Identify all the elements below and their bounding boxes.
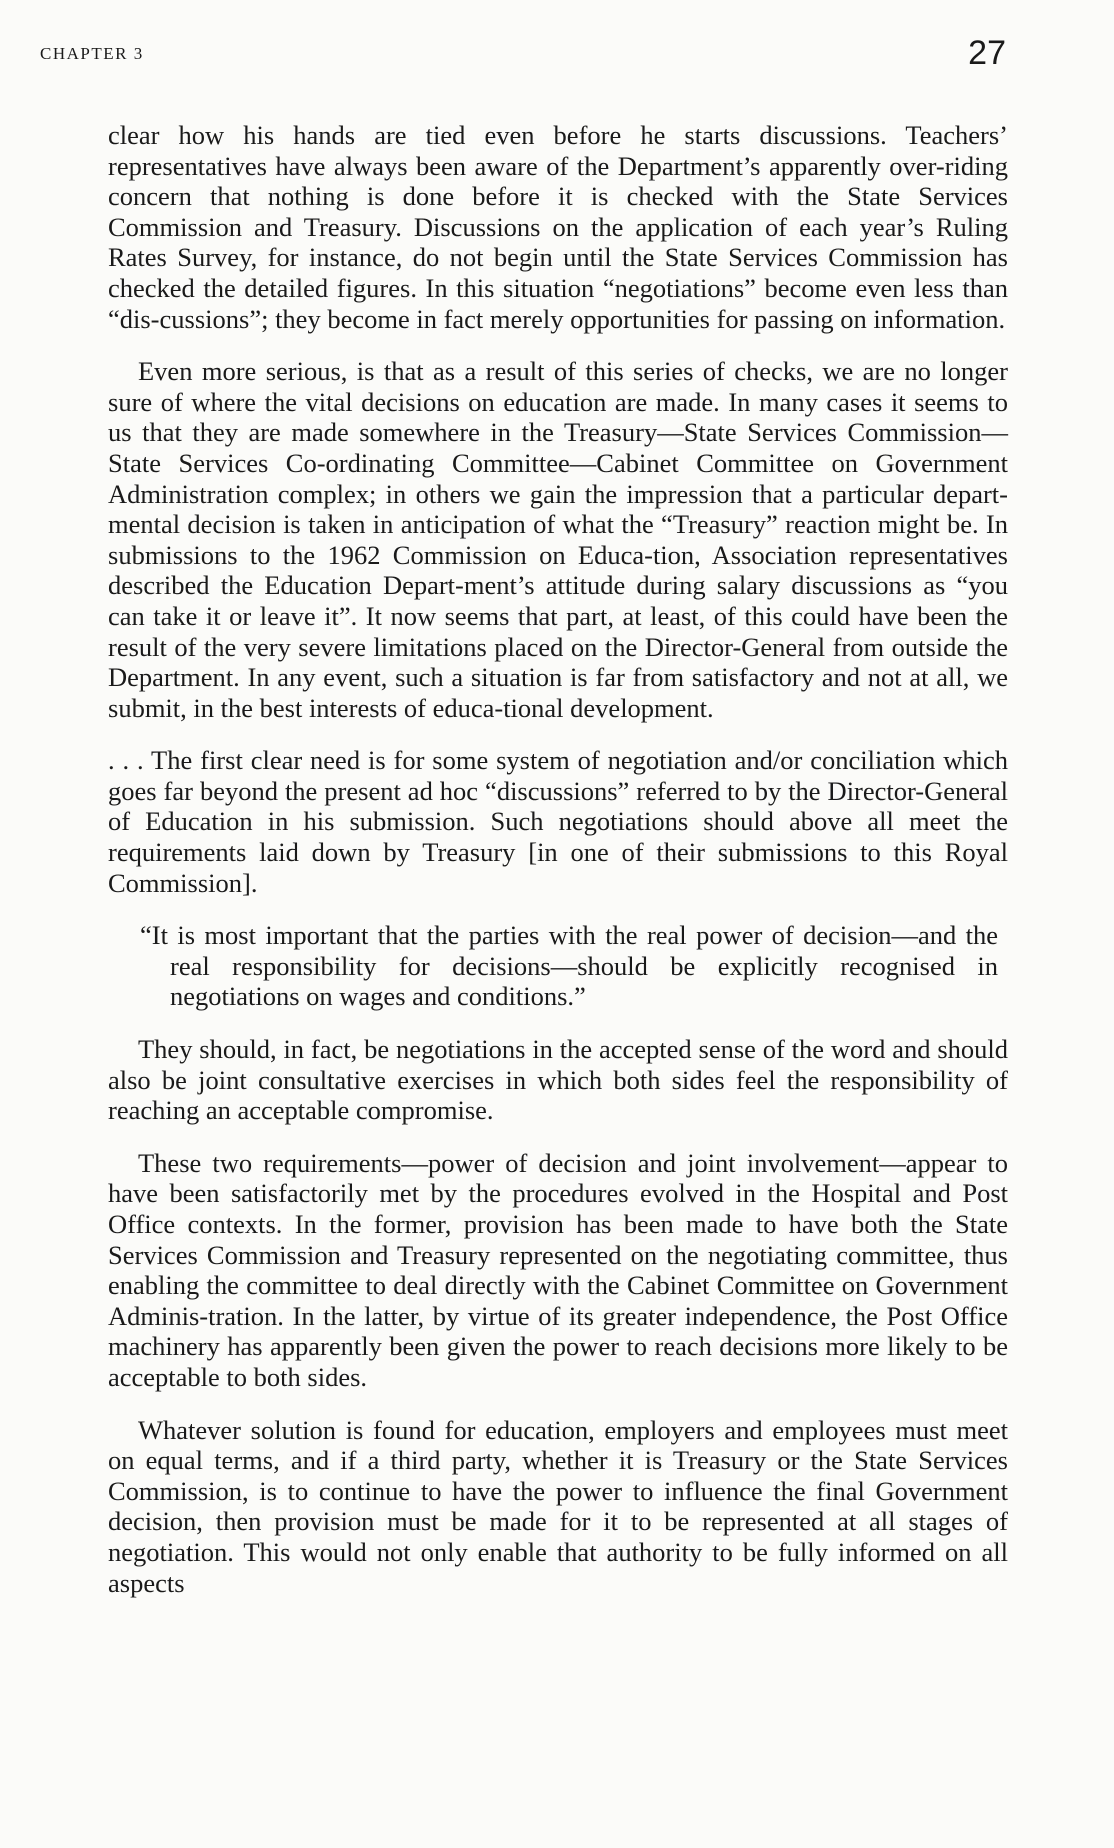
paragraph-ellipsis: . . . The first clear need is for some system of negotiation and/or conciliation which goes far beyond the present ad hoc “discussions” referred to by the Director-General of Education in his submission. Such negotiations should above all meet the requirements laid down by Treasury [in one of their submissions to this Royal Commission].	[108, 745, 1008, 898]
paragraph-continued: clear how his hands are tied even before he starts discussions. Teachers’ representatives have always been aware of the Department’s apparently over-riding concern that nothing is done before it is checked with the State Services Commission and Treasury. Discussions on the application of each year’s Ruling Rates Survey, for instance, do not begin until the State Services Commission has checked the detailed figures. In this situation “negotiations” become even less than “dis-cussions”; they become in fact merely opportunities for passing on information.	[108, 120, 1008, 334]
paragraph: Even more serious, is that as a result of this series of checks, we are no longer sure of where the vital decisions on education are made. In many cases it seems to us that they are made somewhere in the Treasury—State Services Commission—State Services Co-ordinating Committee—Cabinet Committee on Government Administration complex; in others we gain the impression that a particular depart-mental decision is taken in anticipation of what the “Treasury” reaction might be. In submissions to the 1962 Commission on Educa-tion, Association representatives described the Education Depart-ment’s attitude during salary discussions as “you can take it or leave it”. It now seems that part, at least, of this could have been the result of the very severe limitations placed on the Director-General from outside the Department. In any event, such a situation is far from satisfactory and not at all, we submit, in the best interests of educa-tional development.	[108, 356, 1008, 723]
chapter-heading: CHAPTER 3	[40, 44, 144, 63]
paragraph: They should, in fact, be negotiations in the accepted sense of the word and should also be joint consultative exercises in which both sides feel the responsibility of reaching an acceptable compromise.	[108, 1034, 1008, 1126]
paragraph: These two requirements—power of decision and joint involvement—appear to have been satisfactorily met by the procedures evolved in the Hospital and Post Office contexts. In the former, provision has been made to have both the State Services Commission and Treasury represented on the negotiating committee, thus enabling the committee to deal directly with the Cabinet Committee on Government Adminis-tration. In the latter, by virtue of its greater independence, the Post Office machinery has apparently been given the power to reach decisions more likely to be acceptable to both sides.	[108, 1147, 1008, 1392]
body-text	[108, 120, 1008, 1620]
paragraph: Whatever solution is found for education, employers and employees must meet on equal terms, and if a third party, whether it is Treasury or the State Services Commission, is to continue to have the power to influence the final Government decision, then provision must be made for it to be represented at all stages of negotiation. This would not only enable that authority to be fully informed on all aspects	[108, 1414, 1008, 1598]
block-quote: “It is most important that the parties with the real power of decision—and the real responsibility for decisions—should be explicitly recognised in negotiations on wages and conditions.”	[140, 920, 998, 1012]
page-number: 27	[968, 34, 1006, 72]
